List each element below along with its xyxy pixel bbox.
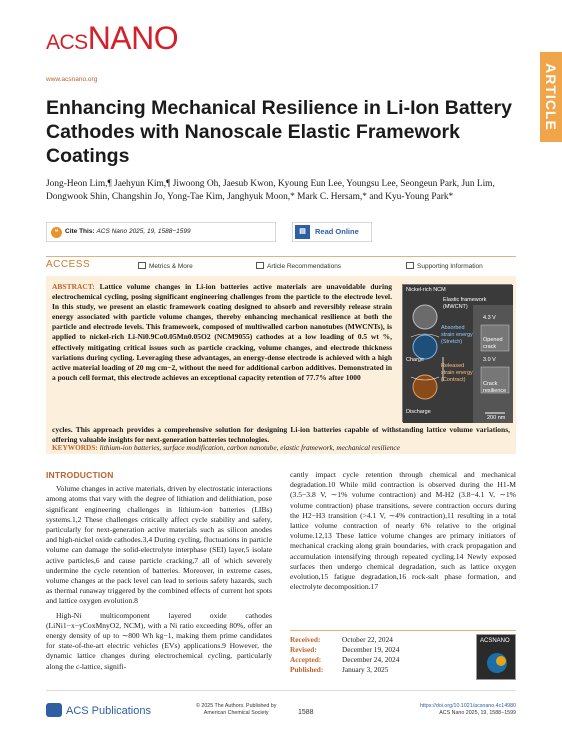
logo-acs: ACS	[46, 31, 88, 54]
section-heading-introduction: INTRODUCTION	[46, 470, 114, 480]
supporting-info-link[interactable]	[406, 262, 483, 270]
body-column-left	[46, 470, 272, 676]
supporting-info-label: Supporting Information	[417, 263, 483, 270]
abstract-body: Lattice volume changes in Li-ion batteries active materials are unavoidable during electrochemical cycling, posing significant engineering challenges from the particle to the electrode level. In this study, we present an elastic framework coating designed to absorb and reversibly release strain energy associated with particle volume changes, thereby enhancing mechanical resilience at both the particle and electrode levels. This framework, composed of multiwalled carbon nanotubes (MWCNTs), is applied to nickel-rich Li-Ni0.9Co0.05Mn0.05O2 (NCM9055) cathodes at a low loading of 0.5 wt %, effectively mitigating critical issues such as particle cracking, volume changes, and electrode thickness variations during cycling. Leveraging these advantages, an energy-dense electrode is achieved with a high active material loading of 20 mg cm−2, without the need for additional carbon additives. Demonstrated in a pouch cell format, this electrode achieves an exceptional capacity retention of 77.7% after 1000	[52, 282, 392, 382]
toc-label-crack-2: Crack	[483, 381, 498, 387]
toc-graphic	[402, 284, 512, 422]
metrics-icon	[138, 262, 146, 269]
supporting-info-icon	[406, 262, 414, 269]
acs-publications-logo	[46, 703, 151, 717]
acs-hexagon-icon	[46, 703, 62, 717]
side-tab-label: ARTICLE	[543, 63, 559, 131]
toc-label-discharge: Discharge	[406, 409, 431, 415]
page-footer	[46, 690, 516, 726]
toc-label-crack: crack	[483, 344, 497, 350]
keywords-label: KEYWORDS:	[52, 443, 98, 452]
publisher-name: ACS Publications	[66, 705, 151, 717]
copyright: © 2025 The Authors. Published by American Chemical Society	[196, 703, 277, 716]
toc-label-absorbed: Absorbed	[441, 325, 465, 331]
toc-label-charge: Charge	[406, 357, 425, 363]
article-title: Enhancing Mechanical Resilience in Li-Ion Battery Cathodes with Nanoscale Elastic Framework Coatings	[46, 97, 512, 167]
cite-reference: ACS Nano 2025, 19, 1588−1599	[96, 228, 191, 235]
abstract-tail: cycles. This approach provides a comprehensive solution for designing Li-ion batteries capable of withstanding lattice volume variations, offering valuable insights for next-generation batteries technologies.	[52, 425, 510, 445]
toc-label-mwcnt: (MWCNT)	[443, 304, 468, 310]
read-online-label: Read Online	[315, 227, 359, 236]
author-list: Jong-Heon Lim,¶ Jaehyun Kim,¶ Jiwoong Oh, Jaesub Kwon, Kyoung Eun Lee, Youngsu Lee, Seongeun Park, Jun Lim, Dongwook Shin, Changshin Jo, Yong-Tae Kim, Janghyuk Moon,* Mark C. Hersam,* and Kyu-Young Park*	[46, 179, 495, 202]
read-online-button[interactable]	[292, 222, 372, 242]
toc-label-ncm: Nickel-rich NCM	[406, 287, 446, 293]
toc-label-resilience: resilience	[483, 388, 507, 394]
logo-nano: NANO	[87, 20, 179, 56]
toc-label-opened: Opened	[483, 337, 503, 343]
doi-block	[420, 703, 516, 716]
date-received: Received: October 22, 2024	[290, 635, 393, 644]
toc-label-3v0: 3.0 V	[483, 357, 496, 363]
keywords	[52, 443, 400, 452]
toc-label-released: Released	[441, 363, 465, 369]
page-number: 1588	[298, 709, 314, 716]
toc-label-contract: (Contract)	[441, 377, 466, 383]
book-icon: ▤	[295, 225, 310, 239]
metrics-link[interactable]	[138, 262, 193, 270]
keywords-text: lithium-ion batteries, surface modification, carbon nanotube, elastic framework, mechanical resilience	[99, 443, 400, 452]
toc-label-stretch: (Stretch)	[441, 339, 463, 345]
article-side-tab	[540, 52, 562, 142]
journal-logo	[46, 22, 178, 55]
recommendations-link[interactable]	[256, 262, 341, 270]
body-column-right	[290, 470, 516, 596]
toc-label-4v3: 4.3 V	[483, 315, 496, 321]
doi-link[interactable]: https://doi.org/10.1021/acsnano.4c14980	[419, 703, 516, 709]
cite-row	[46, 222, 516, 242]
cite-this-box[interactable]	[46, 222, 276, 242]
doi-reference: ACS Nano 2025, 19, 1588−1599	[439, 709, 516, 716]
intro-paragraph-3: cantly impact cycle retention through chemical and mechanical degradation.10 While mild contraction is observed during the H1-M (3.5−3.8 V, ∼1% volume contraction) and M-H2 (3.8−4.1 V, ∼1% volume contraction) phase transitions, severe contraction occurs during the H2−H3 transition (>4.1 V, ∼4% contraction),11 resulting in a total lattice volume contraction of nearly 6% relative to the original volume.12,13 These lattice volume changes are primary initiators of mechanical cracking along grain boundaries, with crack propagation and accumulation intensifying through repeated cycling.14 Newly exposed surfaces then undergo chemical degradation, such as lattice oxygen evolution,15 fatigue degradation,16 rock-salt phase formation, and electrolyte decomposition.17	[290, 470, 516, 592]
access-bar	[46, 256, 516, 272]
abstract-box	[46, 276, 516, 454]
metrics-label: Metrics & More	[149, 263, 193, 270]
cite-label: Cite This:	[65, 228, 95, 235]
journal-url[interactable]: www.acsnano.org	[46, 76, 98, 83]
toc-label-scale: 200 nm	[487, 415, 506, 421]
date-published: Published: January 3, 2025	[290, 665, 389, 674]
journal-cover-thumbnail	[476, 634, 516, 680]
intro-paragraph-1: Volume changes in active materials, driven by electrostatic interactions among atoms that vary with the degree of lithiation and delithiation, pose significant engineering challenges in lithium-ion batteries (LIBs) systems.1,2 These challenges critically affect cycle stability and safety, particularly for next-generation active materials such as silicon anodes and high-nickel oxide cathodes.3,4 During cycling, fluctuations in particle volume can damage the solid-electrolyte interphase (SEI) layer,5 isolate active particles,6 and cause particle cracking,7 all of which severely undermine the cycle retention of batteries. Moreover, in extreme cases, volume changes at the pack level can lead to serious safety hazards, such as thermal runaway triggered by the combined effects of current hot spots and lattice oxygen evolution.8	[46, 484, 272, 606]
cover-logo: ACSNANO	[480, 638, 510, 644]
quote-icon: ❝	[51, 227, 62, 238]
intro-paragraph-2: High-Ni multicomponent layered oxide cathodes (LiNi1−x−yCoxMnyO2, NCM), with a Ni ratio exceeding 80%, offer an energy density of up to ∼800 Wh kg−1, making them prime candidates for state-of-the-art electric vehicles (EVs) applications.9 However, the dynamic lattice changes during electrochemical cycling, particularly along the c-lattice, signifi-	[46, 610, 272, 671]
toc-label-strain-1: strain energy	[441, 332, 473, 338]
access-label: ACCESS	[46, 259, 91, 270]
recommendations-label: Article Recommendations	[267, 263, 342, 270]
date-accepted: Accepted: December 24, 2024	[290, 655, 400, 664]
document-icon	[256, 262, 264, 269]
toc-label-framework: Elastic framework	[443, 297, 487, 303]
abstract-label: ABSTRACT:	[52, 282, 95, 291]
abstract-text	[52, 282, 392, 383]
date-revised: Revised: December 19, 2024	[290, 645, 400, 654]
toc-label-strain-2: strain energy	[441, 370, 473, 376]
